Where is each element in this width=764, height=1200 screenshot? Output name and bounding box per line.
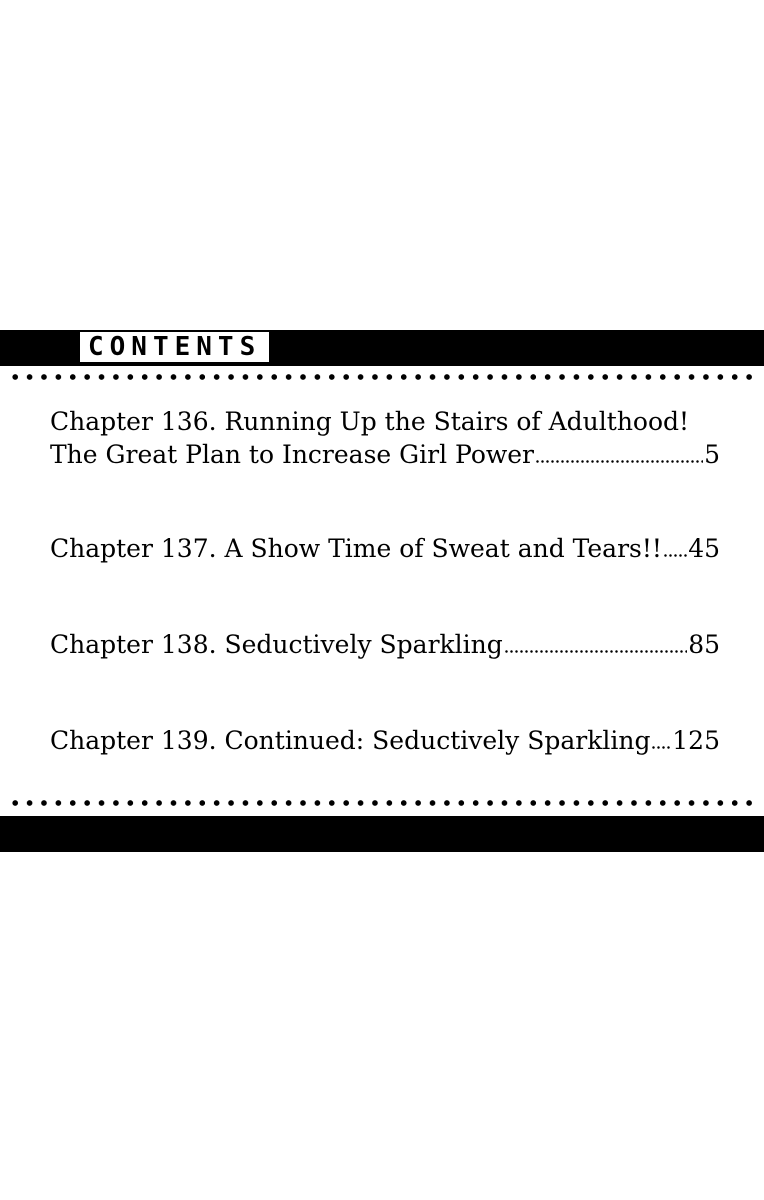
toc-entry-136-line1 (50, 405, 720, 438)
toc-entry-138-line1 (50, 628, 720, 661)
toc-entry-137-title: Chapter 137. A Show Time of Sweat and Tears!! (50, 534, 662, 563)
footer-bar (0, 816, 764, 852)
toc-entry-139-line1 (50, 724, 720, 757)
toc-entry-136 (50, 405, 720, 471)
contents-title: CONTENTS (80, 332, 269, 362)
toc-entry-137 (50, 532, 720, 565)
toc-entry-139-title: Chapter 139. Continued: Seductively Sparkling (50, 726, 651, 755)
toc-entry-137-line1 (50, 532, 720, 565)
dot-leader (535, 460, 703, 463)
toc-entry-138 (50, 628, 720, 661)
toc-entry-136-title-line1: Chapter 136. Running Up the Stairs of Adulthood! (50, 407, 690, 436)
dotted-divider-top (8, 374, 756, 380)
toc-entry-139 (50, 724, 720, 757)
toc-entry-138-title: Chapter 138. Seductively Sparkling (50, 630, 503, 659)
toc-entry-139-page: 125 (672, 726, 720, 755)
toc-entry-137-page: 45 (688, 534, 720, 563)
dot-leader (504, 650, 687, 653)
dotted-divider-bottom (8, 800, 756, 806)
toc-entry-136-title-line2: The Great Plan to Increase Girl Power (50, 440, 535, 469)
dot-leader (663, 554, 687, 557)
toc-entry-136-page: 5 (704, 440, 720, 469)
toc-entry-138-page: 85 (688, 630, 720, 659)
dot-leader (651, 746, 671, 749)
toc-entry-136-line2 (50, 438, 720, 471)
